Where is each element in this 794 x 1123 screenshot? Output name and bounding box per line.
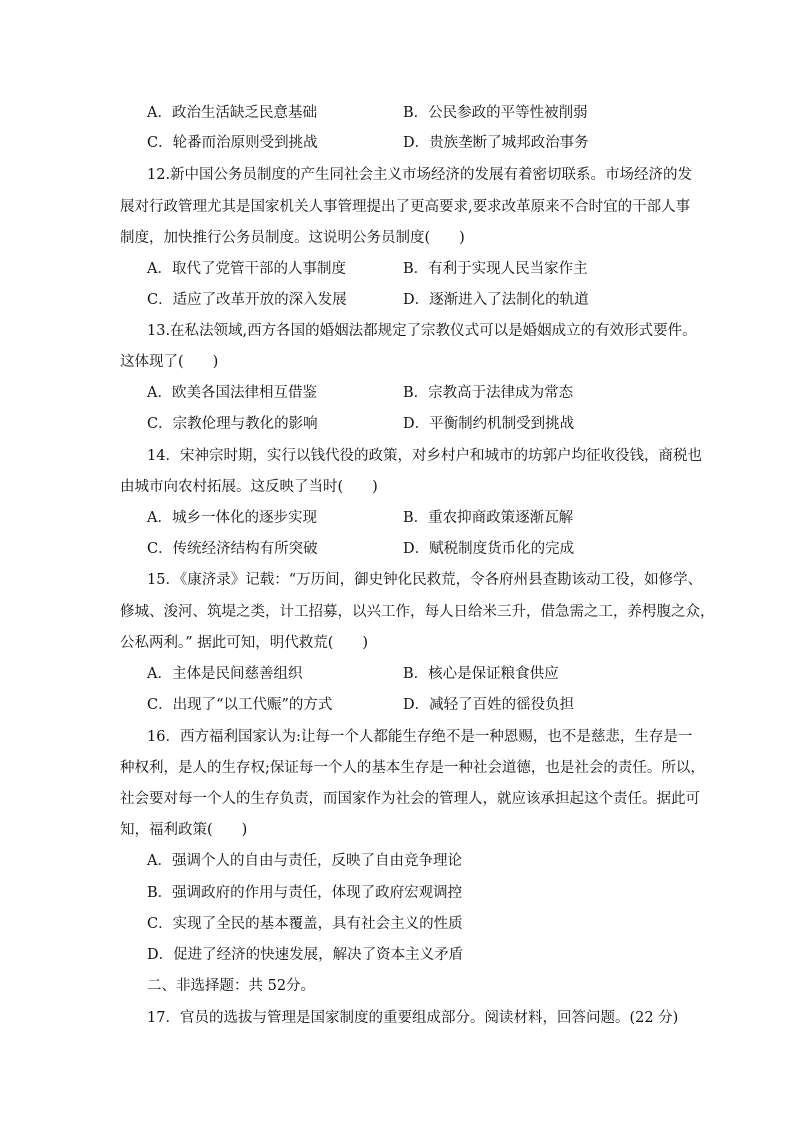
- section-2-heading: 二、非选择题：共 52分。: [147, 978, 316, 994]
- q14-option-c: C．传统经济结构有所突破: [147, 541, 318, 557]
- q16-option-c: C．实现了全民的基本覆盖，具有社会主义的性质: [147, 916, 463, 932]
- q12-option-a: A．取代了党管干部的人事制度: [147, 261, 346, 277]
- q15-option-c: C．出现了“以工代赈”的方式: [147, 697, 333, 713]
- q14-option-b: B．重农抑商政策逐渐瓦解: [403, 510, 574, 526]
- q15-option-b: B．核心是保证粮食供应: [403, 666, 559, 682]
- q12-option-b: B．有利于实现人民当家作主: [403, 261, 588, 277]
- q12-option-c: C．适应了改革开放的深入发展: [147, 292, 347, 308]
- q15-stem-line-1: 15．《康济录》记载：“万历间，御史钟化民救荒，令各府州县查勘该动工役，如修学、: [147, 572, 703, 588]
- q13-option-a: A．欧美各国法律相互借鉴: [147, 385, 317, 401]
- q16-option-b: B．强调政府的作用与责任，体现了政府宏观调控: [147, 885, 463, 901]
- q11-option-a: A．政治生活缺乏民意基础: [147, 105, 317, 121]
- q16-option-a: A．强调个人的自由与责任，反映了自由竞争理论: [147, 853, 462, 869]
- q15-option-a: A．主体是民间慈善组织: [147, 666, 303, 682]
- q13-option-c: C．宗教伦理与教化的影响: [147, 416, 318, 432]
- q16-stem-line-4: 知，福利政策( ): [120, 822, 248, 838]
- q11-option-b: B．公民参政的平等性被削弱: [403, 105, 588, 121]
- q12-stem-line-2: 展对行政管理尤其是国家机关人事管理提出了更高要求,要求改革原来不合时宜的干部人事: [120, 199, 691, 215]
- q14-option-a: A．城乡一体化的逐步实现: [147, 510, 317, 526]
- q12-option-d: D．逐渐进入了法制化的轨道: [403, 292, 589, 308]
- q14-stem-line-1: 14．宋神宗时期，实行以钱代役的政策，对乡村户和城市的坊郭户均征收役钱，商税也: [147, 448, 702, 464]
- q15-stem-line-2: 修城、浚河、筑堤之类，计工招募，以兴工作，每人日给米三升，借急需之工，养枵腹之众，: [120, 604, 715, 620]
- q13-stem-line-2: 这体现了( ): [120, 354, 219, 370]
- q17-stem: 17．官员的选拔与管理是国家制度的重要组成部分。阅读材料，回答问题。(22 分): [147, 1010, 679, 1026]
- q12-stem-line-1: 12.新中国公务员制度的产生同社会主义市场经济的发展有着密切联系。市场经济的发: [147, 167, 693, 183]
- q11-option-c: C．轮番而治原则受到挑战: [147, 135, 318, 151]
- q16-stem-line-3: 社会要对每一个人的生存负责，而国家作为社会的管理人，就应该承担起这个责任。据此可: [120, 791, 700, 807]
- q13-option-b: B．宗教高于法律成为常态: [403, 385, 574, 401]
- q16-stem-line-1: 16．西方福利国家认为:让每一个人都能生存绝不是一种恩赐，也不是慈悲，生存是一: [147, 729, 693, 745]
- q15-option-d: D．减轻了百姓的徭役负担: [403, 697, 575, 713]
- q14-stem-line-2: 由城市向农村拓展。这反映了当时( ): [120, 479, 378, 495]
- q16-stem-line-2: 种权利，是人的生存权;保证每一个人的基本生存是一种社会道德，也是社会的责任。所以，: [120, 760, 705, 776]
- q13-stem-line-1: 13.在私法领域,西方各国的婚姻法都规定了宗教仪式可以是婚姻成立的有效形式要件。: [147, 323, 697, 339]
- q12-stem-line-3: 制度，加快推行公务员制度。这说明公务员制度( ): [120, 230, 465, 246]
- q16-option-d: D．促进了经济的快速发展，解决了资本主义矛盾: [147, 947, 464, 963]
- q15-stem-line-3: 公私两利。” 据此可知，明代救荒( ): [120, 635, 369, 651]
- q13-option-d: D．平衡制约机制受到挑战: [403, 416, 575, 432]
- q14-option-d: D．赋税制度货币化的完成: [403, 541, 575, 557]
- q11-option-d: D．贵族垄断了城邦政治事务: [403, 135, 589, 151]
